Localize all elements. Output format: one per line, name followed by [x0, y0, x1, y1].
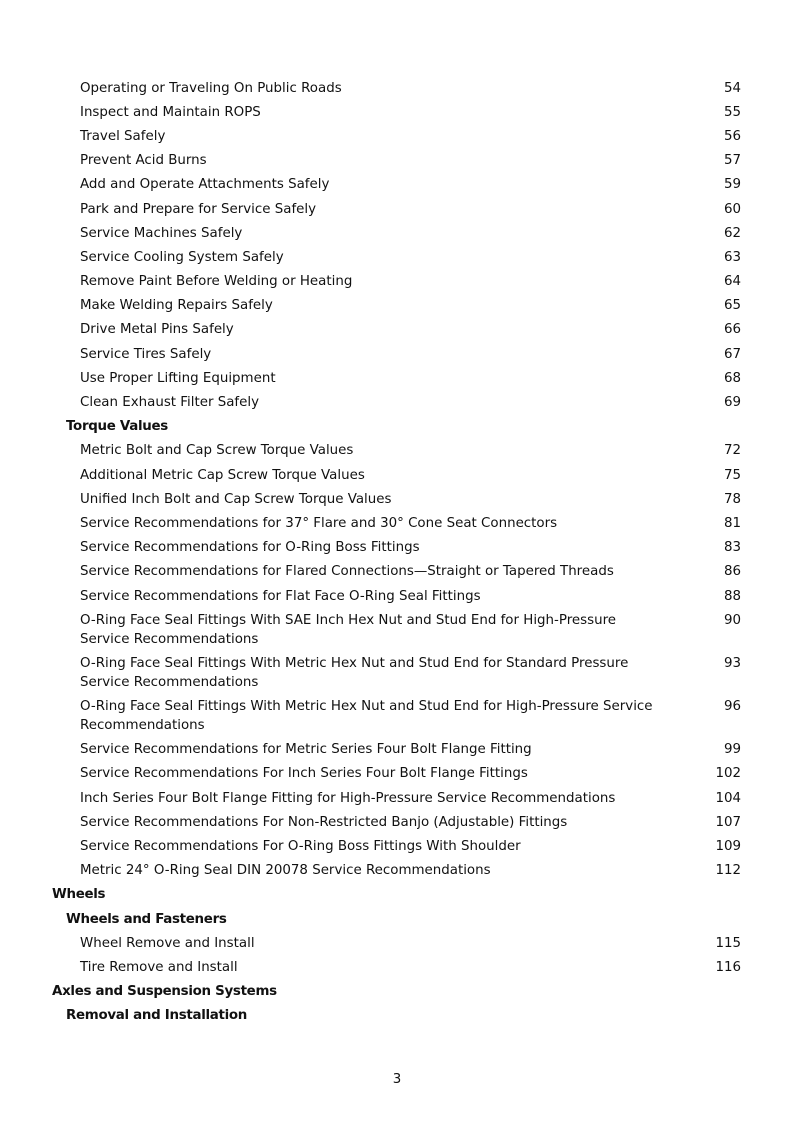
toc-entry-title: Inspect and Maintain ROPS	[80, 104, 261, 120]
toc-entry-title: Remove Paint Before Welding or Heating	[80, 274, 353, 290]
toc-entry[interactable]	[0, 76, 794, 100]
toc-entry-page-number: 99	[723, 742, 741, 758]
toc-entry-title: Additional Metric Cap Screw Torque Values	[80, 467, 365, 483]
toc-entry-title: Use Proper Lifting Equipment	[80, 370, 276, 386]
toc-entry[interactable]	[0, 294, 794, 318]
toc-entry-page-number: 69	[723, 395, 741, 411]
toc-entry-page-number: 107	[715, 814, 741, 830]
toc-entry[interactable]	[0, 608, 794, 651]
toc-entry[interactable]	[0, 173, 794, 197]
toc-entry-page-number: 116	[715, 959, 741, 975]
toc-entry[interactable]	[0, 221, 794, 245]
toc-entry[interactable]	[0, 560, 794, 584]
toc-entry-page-number: 57	[723, 153, 741, 169]
toc-entry-title: Drive Metal Pins Safely	[80, 322, 234, 338]
toc-entry-page-number: 54	[723, 80, 741, 96]
toc-entry-title: O-Ring Face Seal Fittings With Metric Hex Nut and Stud End for High-Pressure Service Recommendations	[80, 699, 653, 734]
toc-entry-page-number: 115	[715, 935, 741, 951]
toc-entry[interactable]	[0, 342, 794, 366]
toc-entry-title: Service Recommendations For Non-Restricted Banjo (Adjustable) Fittings	[80, 814, 568, 830]
toc-entry-page-number: 104	[715, 790, 741, 806]
toc-entry-title: Torque Values	[66, 419, 168, 435]
toc-entry[interactable]	[0, 695, 794, 738]
toc-entry-page-number: 86	[723, 564, 741, 580]
toc-entry[interactable]	[0, 584, 794, 608]
toc-entry[interactable]	[0, 536, 794, 560]
toc-entry-page-number: 67	[723, 346, 741, 362]
toc-entry[interactable]	[0, 955, 794, 979]
toc-section-heading	[0, 980, 794, 1004]
toc-entry-page-number: 102	[715, 766, 741, 782]
toc-entry-title: Prevent Acid Burns	[80, 153, 207, 169]
toc-entry[interactable]	[0, 318, 794, 342]
toc-entry[interactable]	[0, 245, 794, 269]
toc-entry-title: Travel Safely	[80, 128, 166, 144]
page-number-footer: 3	[392, 1072, 402, 1087]
toc-entry[interactable]	[0, 511, 794, 535]
toc-entry-title: Make Welding Repairs Safely	[80, 298, 273, 314]
toc-entry[interactable]	[0, 487, 794, 511]
toc-section-heading	[0, 883, 794, 907]
toc-entry-page-number: 68	[723, 370, 741, 386]
toc-entry-page-number: 93	[723, 655, 741, 671]
toc-entry-page-number: 62	[723, 225, 741, 241]
toc-entry-title: O-Ring Face Seal Fittings With SAE Inch Hex Nut and Stud End for High-Pressure Service Recommendations	[80, 612, 617, 647]
toc-entry[interactable]	[0, 439, 794, 463]
toc-entry[interactable]	[0, 270, 794, 294]
toc-entry-page-number: 75	[723, 467, 741, 483]
toc-entry-page-number: 56	[723, 128, 741, 144]
toc-entry-page-number: 81	[723, 515, 741, 531]
toc-entry-title: Service Recommendations for Metric Series Four Bolt Flange Fitting	[80, 742, 532, 758]
toc-subsection-heading	[0, 1004, 794, 1028]
toc-entry[interactable]	[0, 738, 794, 762]
toc-entry-title: Wheel Remove and Install	[80, 935, 255, 951]
toc-entry-title: Inch Series Four Bolt Flange Fitting for High-Pressure Service Recommendations	[80, 790, 616, 806]
toc-entry[interactable]	[0, 124, 794, 148]
toc-entry-page-number: 96	[723, 699, 741, 715]
toc-entry-page-number: 65	[723, 298, 741, 314]
toc-entry-page-number: 60	[723, 201, 741, 217]
toc-entry-title: Tire Remove and Install	[80, 959, 238, 975]
toc-entry[interactable]	[0, 786, 794, 810]
table-of-contents	[0, 76, 794, 1028]
toc-entry[interactable]	[0, 931, 794, 955]
toc-entry-title: Clean Exhaust Filter Safely	[80, 395, 260, 411]
toc-entry-page-number: 78	[723, 491, 741, 507]
toc-entry-page-number: 72	[723, 443, 741, 459]
toc-entry[interactable]	[0, 762, 794, 786]
toc-entry-title: Service Recommendations For O-Ring Boss Fittings With Shoulder	[80, 839, 521, 855]
toc-entry-page-number: 55	[723, 104, 741, 120]
toc-entry-title: Metric 24° O-Ring Seal DIN 20078 Service Recommendations	[80, 863, 491, 879]
toc-entry-title: O-Ring Face Seal Fittings With Metric Hex Nut and Stud End for Standard Pressure Service Recommendations	[80, 655, 629, 690]
toc-entry-title: Add and Operate Attachments Safely	[80, 177, 330, 193]
toc-entry-page-number: 63	[723, 249, 741, 265]
toc-entry-title: Service Cooling System Safely	[80, 249, 284, 265]
toc-entry-title: Park and Prepare for Service Safely	[80, 201, 317, 217]
toc-entry-title: Wheels	[52, 887, 106, 903]
toc-entry[interactable]	[0, 197, 794, 221]
toc-entry[interactable]	[0, 100, 794, 124]
toc-entry-title: Service Recommendations for 37° Flare and 30° Cone Seat Connectors	[80, 515, 558, 531]
toc-entry-title: Wheels and Fasteners	[66, 911, 227, 927]
toc-entry-title: Unified Inch Bolt and Cap Screw Torque Values	[80, 491, 392, 507]
toc-entry[interactable]	[0, 859, 794, 883]
toc-entry[interactable]	[0, 810, 794, 834]
toc-entry-title: Service Machines Safely	[80, 225, 243, 241]
toc-entry-page-number: 112	[715, 863, 741, 879]
toc-entry[interactable]	[0, 834, 794, 858]
toc-entry[interactable]	[0, 390, 794, 414]
toc-entry-page-number: 59	[723, 177, 741, 193]
toc-entry-title: Operating or Traveling On Public Roads	[80, 80, 342, 96]
toc-entry-title: Metric Bolt and Cap Screw Torque Values	[80, 443, 354, 459]
toc-entry-title: Service Recommendations for Flared Connections—Straight or Tapered Threads	[80, 564, 614, 580]
toc-entry[interactable]	[0, 149, 794, 173]
toc-entry-page-number: 64	[723, 274, 741, 290]
toc-entry-page-number: 83	[723, 540, 741, 556]
toc-entry-page-number: 90	[723, 612, 741, 628]
toc-entry-title: Service Recommendations for Flat Face O-Ring Seal Fittings	[80, 588, 481, 604]
toc-entry-page-number: 109	[715, 839, 741, 855]
toc-entry-title: Service Recommendations For Inch Series Four Bolt Flange Fittings	[80, 766, 528, 782]
toc-entry-title: Service Recommendations for O-Ring Boss Fittings	[80, 540, 420, 556]
toc-subsection-heading	[0, 415, 794, 439]
toc-entry[interactable]	[0, 651, 794, 694]
toc-subsection-heading	[0, 907, 794, 931]
toc-entry[interactable]	[0, 366, 794, 390]
toc-entry-title: Service Tires Safely	[80, 346, 212, 362]
toc-entry-page-number: 88	[723, 588, 741, 604]
toc-entry-title: Removal and Installation	[66, 1008, 248, 1024]
toc-entry[interactable]	[0, 463, 794, 487]
toc-entry-page-number: 66	[723, 322, 741, 338]
toc-entry-title: Axles and Suspension Systems	[52, 984, 277, 1000]
